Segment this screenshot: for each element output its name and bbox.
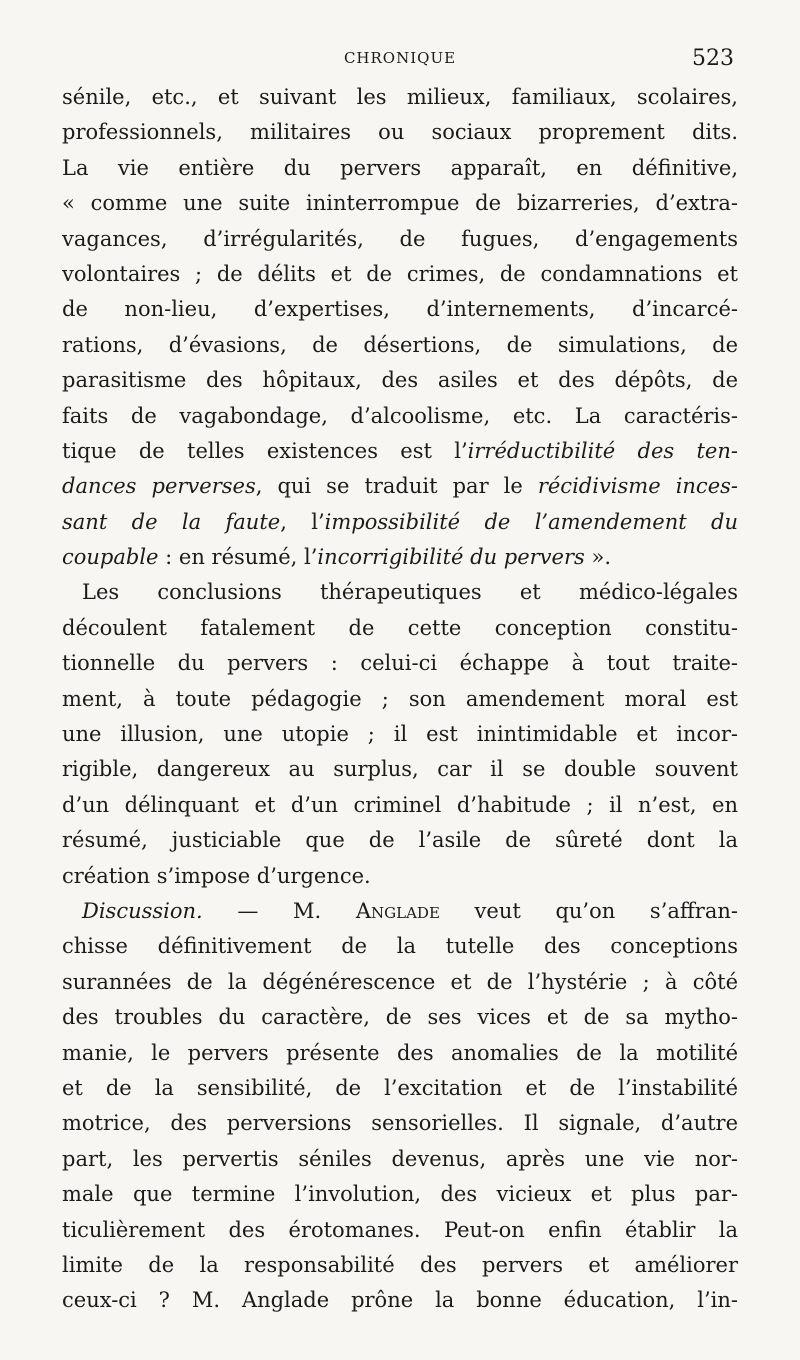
italic-run: irréductibilité des ten- bbox=[467, 438, 738, 463]
text-line: et de la sensibilité, de l’excitation et de l’instabilité bbox=[62, 1075, 738, 1100]
text-line bbox=[62, 540, 738, 575]
text-line bbox=[62, 505, 738, 540]
italic-run: Discussion. bbox=[82, 898, 203, 923]
text-line: rigible, dangereux au surplus, car il se double souvent bbox=[62, 757, 738, 782]
italic-run: coupable bbox=[62, 545, 159, 570]
text-line: motrice, des perversions sensorielles. Il signale, d’autre bbox=[62, 1111, 738, 1136]
text-line: « comme une suite ininterrompue de bizarreries, d’extra- bbox=[62, 191, 738, 216]
text-line: male que termine l’involution, des vicieux et plus par- bbox=[62, 1182, 738, 1207]
text-line: part, les pervertis séniles devenus, après une vie nor- bbox=[62, 1146, 738, 1171]
text-run: , qui se traduit par le bbox=[255, 474, 538, 499]
text-line: découlent fatalement de cette conception constitu- bbox=[62, 615, 738, 640]
text-line: ment, à toute pédagogie ; son amendement moral est bbox=[62, 686, 738, 711]
text-line: d’un délinquant et d’un criminel d’habitude ; il n’est, en bbox=[62, 792, 738, 817]
text-line: rations, d’évasions, de désertions, de simulations, de bbox=[62, 332, 738, 357]
text-line bbox=[62, 894, 738, 929]
text-line: manie, le pervers présente des anomalies de la motilité bbox=[62, 1040, 738, 1065]
text-line: surannées de la dégénérescence et de l’hystérie ; à côté bbox=[62, 969, 738, 994]
text-line: ceux-ci ? M. Anglade prône la bonne éducation, l’in- bbox=[62, 1288, 738, 1313]
text-run: : en résumé, l’ bbox=[158, 545, 318, 570]
body-text bbox=[62, 80, 738, 1319]
text-line: volontaires ; de délits et de crimes, de condamnations et bbox=[62, 261, 738, 286]
author-name: Anglade bbox=[355, 898, 440, 923]
text-line: des troubles du caractère, de ses vices et de sa mytho- bbox=[62, 1005, 738, 1030]
text-line: ticulièrement des érotomanes. Peut-on enfin établir la bbox=[62, 1217, 738, 1242]
text-line: limite de la responsabilité des pervers et améliorer bbox=[62, 1252, 738, 1277]
text-line: professionnels, militaires ou sociaux proprement dits. bbox=[62, 120, 738, 145]
running-title: CHRONIQUE bbox=[343, 49, 457, 67]
text-line: Les conclusions thérapeutiques et médico-légales bbox=[82, 580, 738, 605]
italic-run: dances perverses bbox=[62, 474, 256, 499]
text-line: résumé, justiciable que de l’asile de sûreté dont la bbox=[62, 828, 738, 853]
running-head bbox=[60, 46, 740, 74]
italic-run: incorrigibilité du pervers bbox=[317, 545, 585, 570]
text-line: faits de vagabondage, d’alcoolisme, etc. La caractéris- bbox=[62, 403, 738, 428]
italic-run: impossibilité de l’amendement du bbox=[324, 509, 738, 534]
text-line: parasitisme des hôpitaux, des asiles et des dépôts, de bbox=[62, 368, 738, 393]
text-line: vagances, d’irrégularités, de fugues, d’engagements bbox=[62, 226, 738, 251]
text-line: sénile, etc., et suivant les milieux, familiaux, scolaires, bbox=[62, 85, 738, 109]
italic-run: sant de la faute bbox=[62, 509, 281, 534]
text-line: tionnelle du pervers : celui-ci échappe à tout traite- bbox=[62, 651, 738, 676]
page-number: 523 bbox=[692, 46, 734, 71]
italic-run: récidivisme inces- bbox=[537, 474, 738, 499]
text-line: La vie entière du pervers apparaît, en définitive, bbox=[62, 155, 738, 180]
text-line: chisse définitivement de la tutelle des conceptions bbox=[62, 934, 738, 959]
text-run: , l’ bbox=[280, 509, 325, 534]
text-line: de non-lieu, d’expertises, d’internements, d’incarcé- bbox=[62, 297, 738, 322]
text-line bbox=[62, 434, 738, 469]
text-run: veut qu’on s’affran- bbox=[439, 898, 738, 923]
text-line: création s’impose d’urgence. bbox=[62, 863, 371, 888]
text-run: ». bbox=[584, 545, 611, 570]
text-run: — M. bbox=[202, 898, 356, 923]
text-line: une illusion, une utopie ; il est inintimidable et incor- bbox=[62, 722, 738, 747]
text-run: tique de telles existences est l’ bbox=[62, 438, 468, 463]
text-line bbox=[62, 469, 738, 504]
